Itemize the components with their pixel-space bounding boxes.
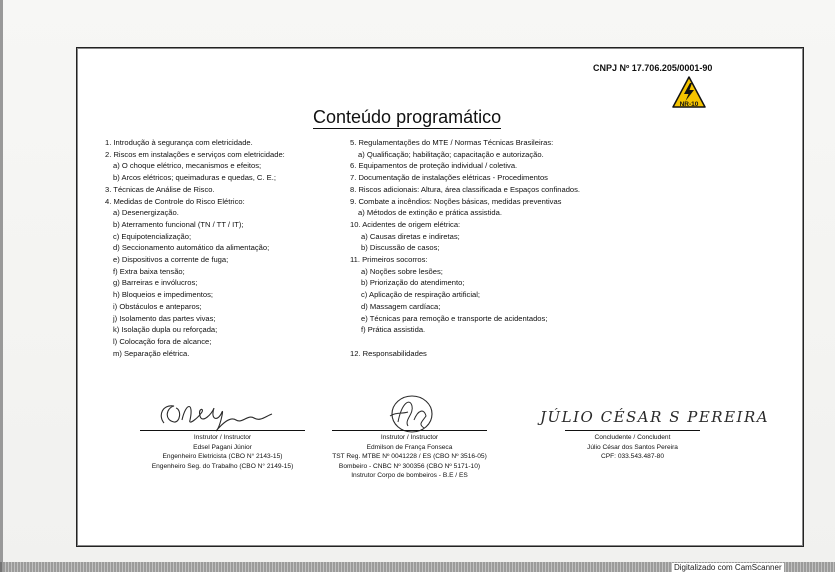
- signature-name: Edmilson de França Fonseca: [366, 443, 453, 451]
- topic-item: 3. Técnicas de Análise de Risco.: [105, 184, 215, 194]
- topic-item: a) Causas diretas e indiretas;: [361, 231, 460, 241]
- signature-credential: TST Reg. MTBE Nº 0041228 / ES (CBO Nº 3516-05): [332, 453, 487, 460]
- topic-item: e) Técnicas para remoção e transporte de acidentados;: [361, 313, 548, 323]
- topic-item: m) Separação elétrica.: [113, 348, 190, 358]
- topic-item: c) Aplicação de respiração artificial;: [361, 290, 481, 300]
- topic-item: 12. Responsabilidades: [350, 348, 427, 358]
- topic-item: a) Qualificação; habilitação; capacitação e autorização.: [358, 149, 544, 159]
- topic-item: 5. Regulamentações do MTE / Normas Técnicas Brasileiras:: [350, 138, 554, 147]
- topic-item: a) Desenergização.: [113, 208, 179, 218]
- signature-credential: Instrutor Corpo de bombeiros - B.E / ES: [351, 472, 468, 479]
- topic-item: h) Bloqueios e impedimentos;: [113, 290, 214, 300]
- topic-item: d) Massagem cardíaca;: [361, 301, 441, 311]
- signature-instructor-2: [380, 392, 440, 434]
- signature-instructor-1: [152, 398, 277, 433]
- nr10-warning-icon: [672, 76, 706, 110]
- topic-item: 9. Combate a incêndios: Noções básicas, medidas preventivas: [350, 196, 562, 206]
- topic-item: c) Equipotencialização;: [113, 231, 192, 241]
- cnpj-number: CNPJ Nº 17.706.205/0001-90: [593, 63, 713, 73]
- topic-item: b) Priorização do atendimento;: [361, 278, 465, 288]
- topic-item: b) Discussão de casos;: [361, 243, 440, 253]
- topic-item: k) Isolação dupla ou reforçada;: [113, 325, 218, 335]
- signature-block-instructor-1: [140, 430, 305, 471]
- topic-item: 2. Riscos em instalações e serviços com eletricidade:: [105, 149, 285, 159]
- signature-name: Júlio César dos Santos Pereira: [587, 443, 678, 451]
- page-title: Conteúdo programático: [313, 107, 502, 127]
- topic-item: 11. Primeiros socorros:: [350, 255, 428, 265]
- topic-item: a) Noções sobre lesões;: [361, 266, 443, 276]
- signature-role: Instrutor / Instructor: [380, 434, 439, 441]
- topic-item: a) O choque elétrico, mecanismos e efeitos;: [113, 161, 262, 171]
- topic-item: [350, 336, 580, 348]
- topic-item: 7. Documentação de instalações elétricas - Procedimentos: [350, 173, 548, 183]
- topic-item: e) Dispositivos a corrente de fuga;: [113, 255, 229, 265]
- signature-role: Concludente / Concludent: [594, 434, 671, 441]
- signature-line: [332, 430, 487, 431]
- scan-left-edge: [0, 0, 3, 572]
- signature-line: [565, 430, 700, 431]
- topic-item: 10. Acidentes de origem elétrica:: [350, 219, 461, 229]
- topics-column-left: [105, 137, 285, 359]
- signature-line: [140, 430, 305, 431]
- topic-item: 6. Equipamentos de proteção individual / coletiva.: [350, 161, 518, 171]
- signature-block-instructor-2: [332, 430, 487, 481]
- signature-credential: Bombeiro - CNBC Nº 300356 (CBO Nº 5171-10): [338, 462, 481, 470]
- topic-item: 4. Medidas de Controle do Risco Elétrico:: [105, 196, 245, 206]
- topic-item: a) Métodos de extinção e prática assistida.: [358, 208, 502, 218]
- topic-item: 1. Introdução à segurança com eletricidade.: [105, 138, 253, 147]
- topic-item: b) Arcos elétricos; queimaduras e quedas, C. E.;: [113, 173, 276, 183]
- topic-item: b) Aterramento funcional (TN / TT / IT);: [113, 219, 244, 229]
- topic-item: d) Seccionamento automático da alimentação;: [113, 243, 270, 253]
- topic-item: f) Prática assistida.: [361, 325, 426, 335]
- topic-item: g) Barreiras e invólucros;: [113, 278, 198, 288]
- signature-role: Instrutor / Instructor: [193, 434, 252, 441]
- nr10-badge-label: NR-10: [679, 101, 699, 108]
- signature-name: Edsel Pagani Júnior: [193, 443, 252, 451]
- signature-credential: CPF: 033.543.487-80: [600, 453, 665, 460]
- scanner-watermark: Digitalizado com CamScanner: [674, 563, 782, 572]
- topic-item: f) Extra baixa tensão;: [113, 266, 185, 276]
- handwritten-name: JÚLIO CÉSAR S PEREIRA: [540, 408, 770, 426]
- topic-item: j) Isolamento das partes vivas;: [113, 313, 216, 323]
- topic-item: l) Colocação fora de alcance;: [113, 336, 212, 346]
- signature-credential: Engenheiro Seg. do Trabalho (CBO N° 2149-15): [151, 462, 294, 470]
- topic-item: 8. Riscos adicionais: Altura, área classificada e Espaços confinados.: [350, 184, 581, 194]
- topics-column-right: [350, 137, 580, 359]
- signature-credential: Engenheiro Eletricista (CBO N° 2143-15): [162, 453, 283, 460]
- signature-block-concludent: [565, 430, 700, 462]
- topic-item: i) Obstáculos e anteparos;: [113, 301, 202, 311]
